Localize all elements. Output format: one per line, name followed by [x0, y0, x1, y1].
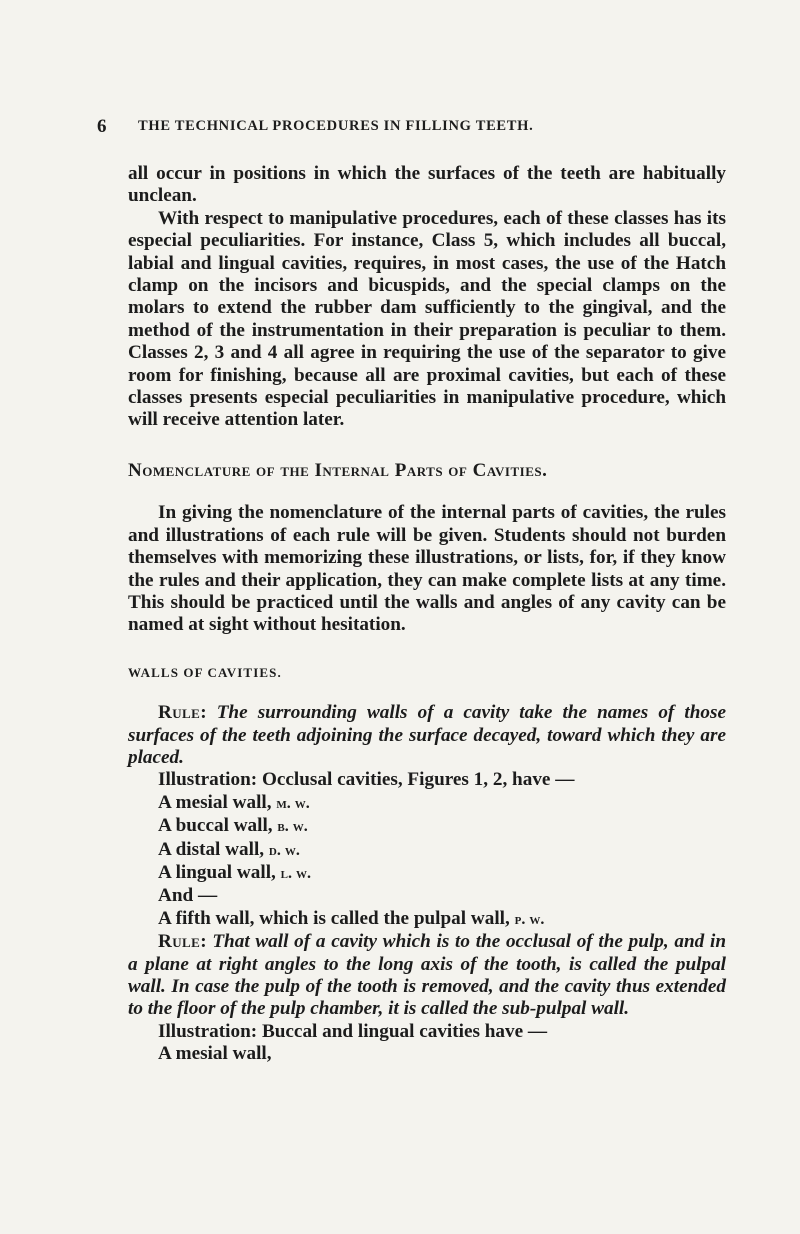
- illustration-line: Illustration: Buccal and lingual cavities have —: [158, 1020, 548, 1042]
- list-item: A mesial wall,: [158, 1043, 272, 1065]
- wall-abbreviation: m. w.: [276, 794, 310, 812]
- rule-text: The surrounding walls of a cavity take the names of those surfaces of the teeth adjoining the surface decayed, toward which they are placed.: [128, 702, 727, 768]
- and-line: And —: [158, 885, 218, 907]
- list-item: A fifth wall, which is called the pulpal wall, p. w.: [158, 907, 545, 929]
- body-text: [128, 163, 726, 1066]
- running-head: [97, 116, 717, 138]
- running-title: THE TECHNICAL PROCEDURES IN FILLING TEETH.: [138, 118, 534, 134]
- rule-paragraph: Rule: The surrounding walls of a cavity take the names of those surfaces of the teeth adjoining the surface decayed, toward which they are placed.: [128, 702, 727, 768]
- list-item: A lingual wall, l. w.: [158, 861, 311, 883]
- paragraph: In giving the nomenclature of the internal parts of cavities, the rules and illustrations of each rule will be given. Students should not burden themselves with memorizing these illustrations, or lists, for, if they know the rules and their application, they can make complete lists at any time. This should be practiced until the walls and angles of any cavity can be named at sight without hesitation.: [128, 502, 726, 636]
- rule-label: Rule: [158, 931, 201, 953]
- rule-label: Rule: [158, 702, 201, 724]
- section-heading: Nomenclature of the Internal Parts of Cavities.: [128, 459, 548, 481]
- wall-abbreviation: b. w.: [277, 818, 308, 836]
- list-item: A distal wall, d. w.: [158, 838, 300, 860]
- list-item: A mesial wall, m. w.: [158, 791, 310, 813]
- rule-text: That wall of a cavity which is to the occlusal of the pulp, and in a plane at right angles to the long axis of the tooth, is called the pulpal wall. In case the pulp of the tooth is removed, and the cavity thus extended to the floor of the pulp chamber, it is called the sub-pulpal wall.: [128, 931, 727, 1020]
- wall-abbreviation: d. w.: [268, 841, 300, 859]
- paragraph: With respect to manipulative procedures, each of these classes has its especial peculiarities. For instance, Class 5, which includes all buccal, labial and lingual cavities, requires, in most cases, the use of the Hatch clamp on the incisors and bicuspids, and the special clamps on the molars to extend the rubber dam sufficiently to the gingival, and the method of the instrumentation in their preparation is peculiar to them. Classes 2, 3 and 4 all agree in requiring the use of the separator to give room for finishing, because all are proximal cavities, but each of these classes presents especial peculiarities in manipulative procedure, which will receive attention later.: [128, 207, 726, 431]
- page-number: 6: [97, 116, 108, 137]
- wall-abbreviation: l. w.: [280, 864, 311, 882]
- rule-paragraph: Rule: That wall of a cavity which is to the occlusal of the pulp, and in a plane at right angles to the long axis of the tooth, is called the pulpal wall. In case the pulp of the tooth is removed, and the cavity thus extended to the floor of the pulp chamber, it is called the sub-pulpal wall.: [128, 931, 727, 1020]
- list-item: A buccal wall, b. w.: [158, 815, 308, 837]
- subheading: WALLS OF CAVITIES.: [128, 664, 282, 680]
- paragraph: all occur in positions in which the surfaces of the teeth are habitually unclean.: [128, 163, 726, 207]
- wall-abbreviation: p. w.: [514, 910, 545, 928]
- illustration-line: Illustration: Occlusal cavities, Figures 1, 2, have —: [158, 769, 575, 791]
